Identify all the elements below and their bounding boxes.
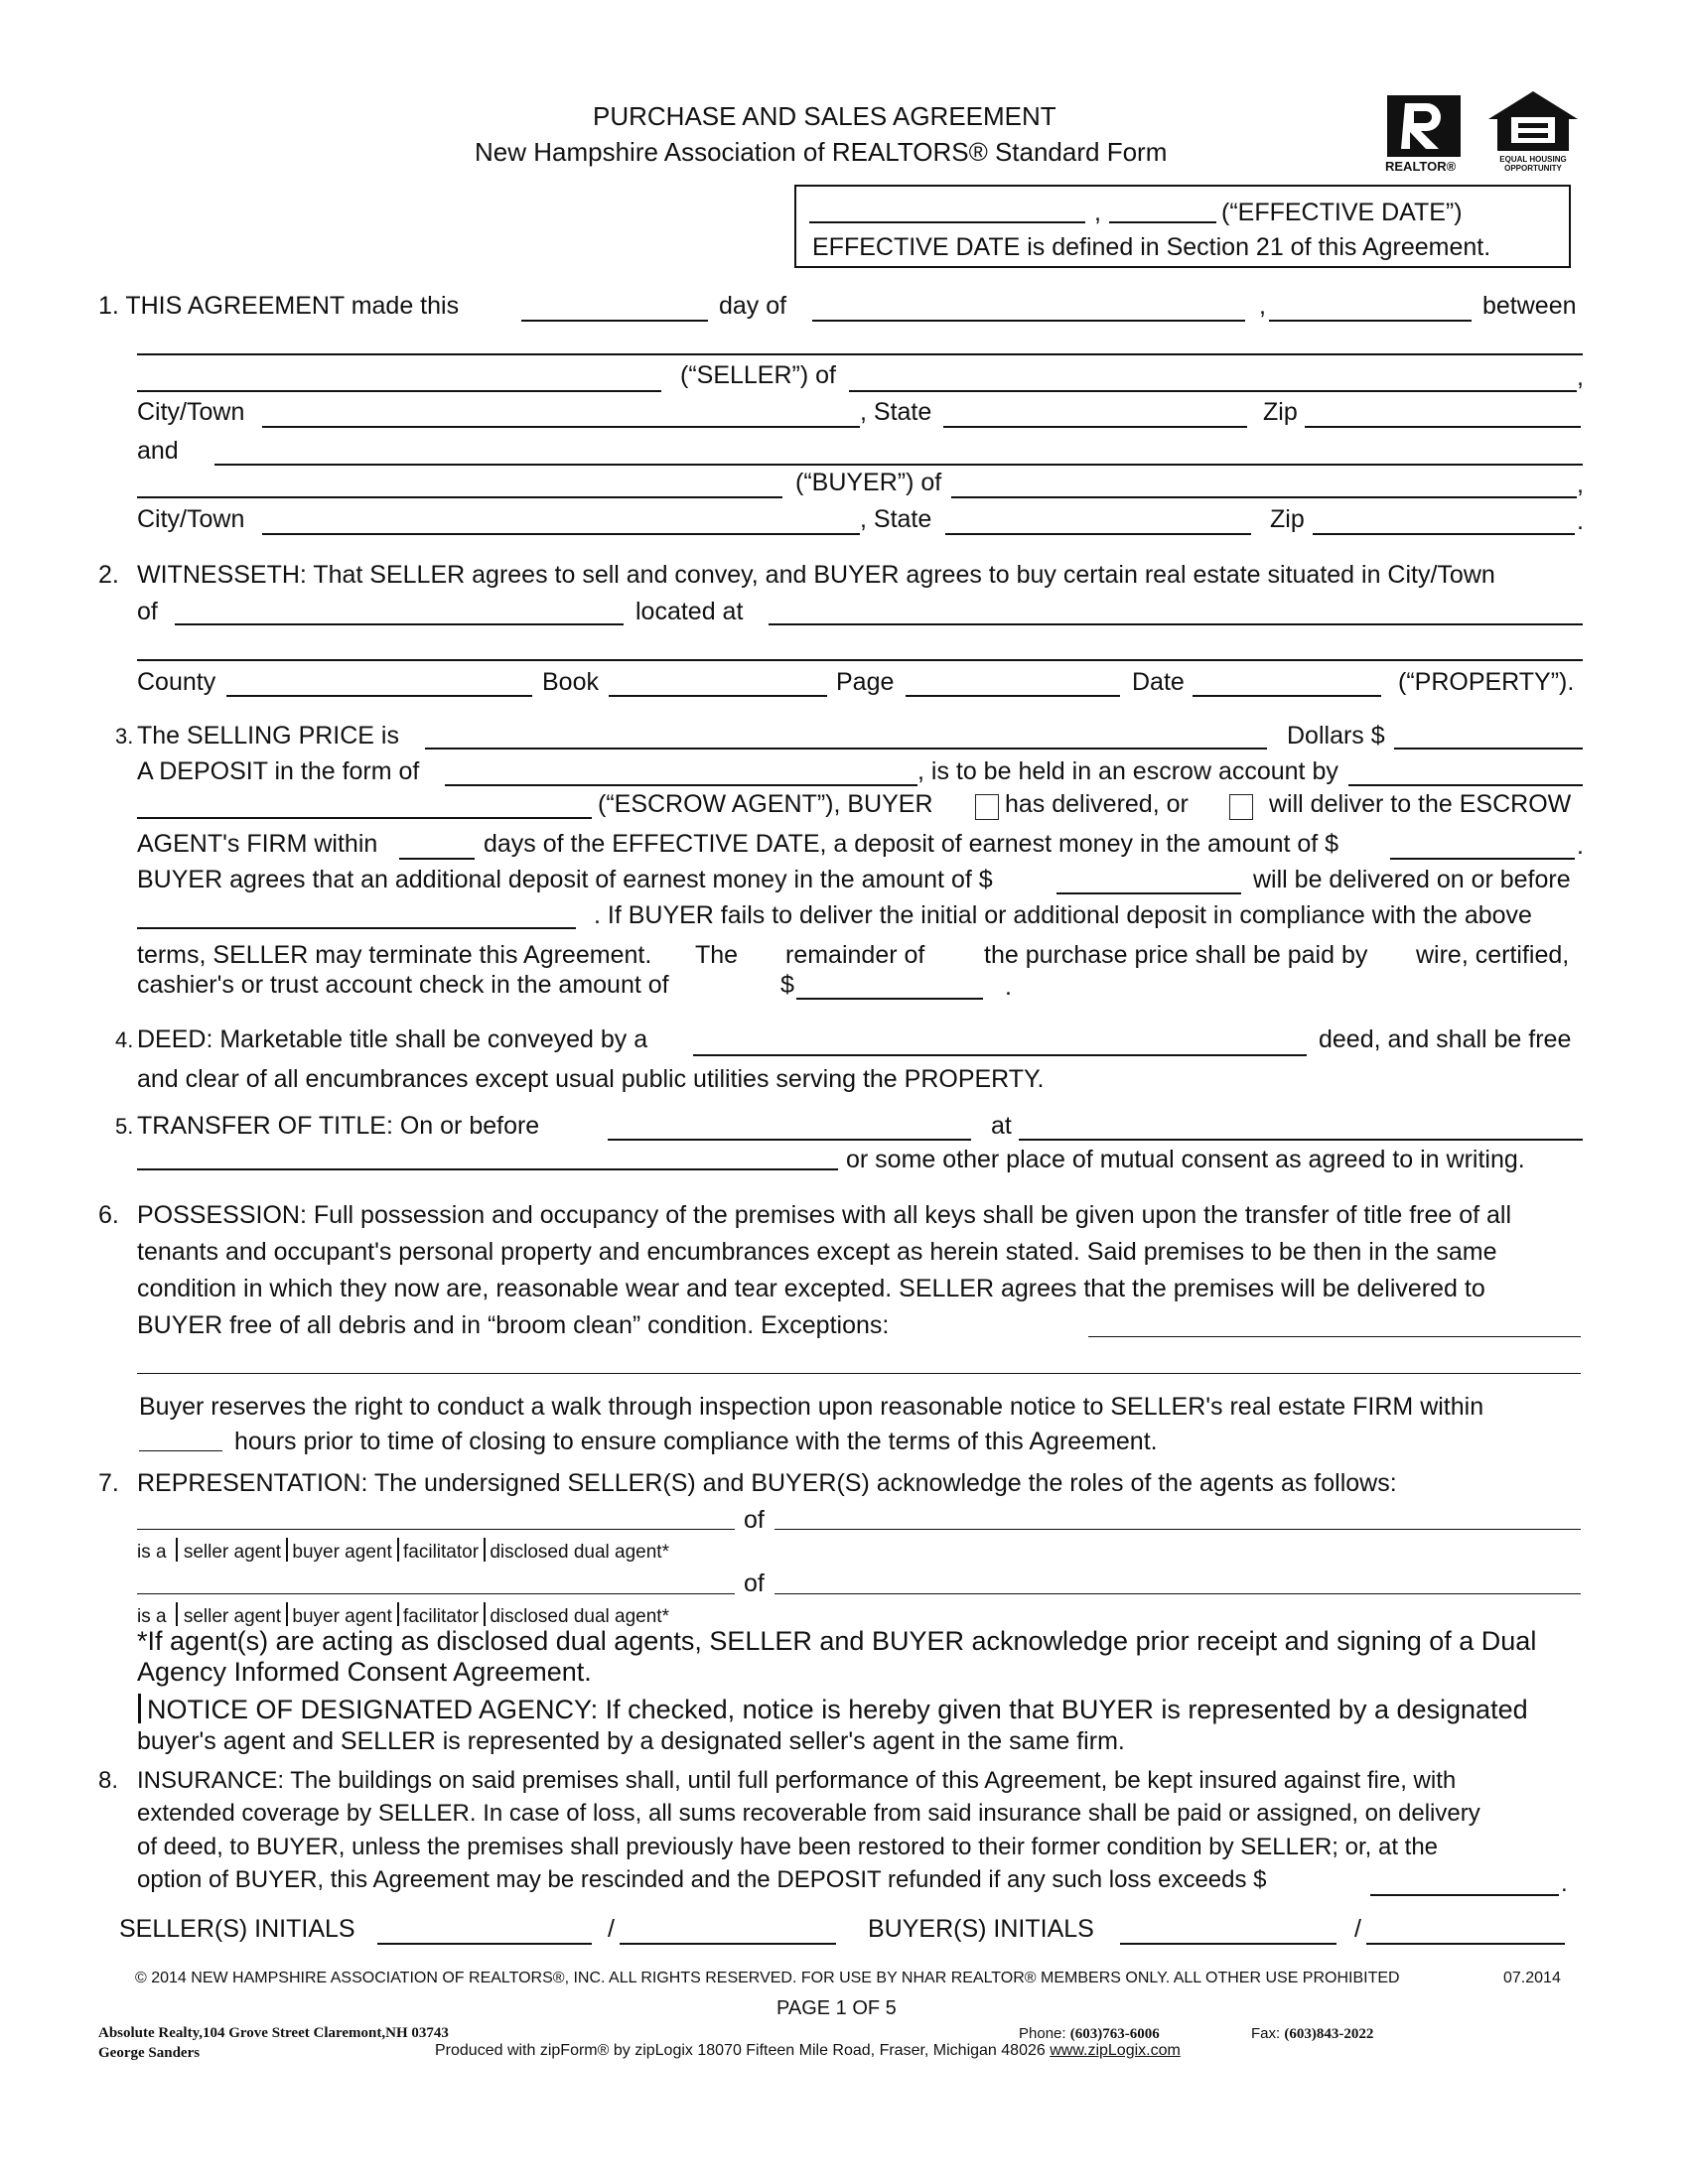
additional-deposit-field[interactable]	[1056, 892, 1241, 894]
s1-and: and	[137, 437, 179, 465]
role-1-seller-agent: seller agent	[183, 1542, 282, 1563]
transfer-place-field[interactable]	[1019, 1139, 1583, 1141]
ziplogix-link[interactable]: www.zipLogix.com	[1050, 2042, 1181, 2059]
property-address-line-2[interactable]	[137, 659, 1583, 661]
seller-city-field[interactable]	[262, 426, 860, 428]
buyer-state-field[interactable]	[945, 533, 1251, 535]
additional-deposit-date-field[interactable]	[137, 927, 576, 929]
form-subtitle: New Hampshire Association of REALTORS® Standard Form	[475, 137, 1168, 167]
buyer-initials-2-field[interactable]	[1366, 1943, 1565, 1945]
s1-buyer-of: (“BUYER”) of	[795, 469, 942, 496]
county-field[interactable]	[226, 695, 532, 697]
s3-the: The	[695, 941, 739, 969]
role-1-seller-agent-checkbox[interactable]	[176, 1538, 178, 1562]
effective-year-field[interactable]	[1109, 221, 1216, 223]
escrow-holder-field[interactable]	[1348, 784, 1583, 786]
s3-wire: wire, certified,	[1416, 941, 1570, 969]
s8-line-2: extended coverage by SELLER. In case of loss, all sums recoverable from said insurance shall be paid or assigned, on delivery	[137, 1800, 1480, 1827]
role-1-facilitator-checkbox[interactable]	[397, 1538, 399, 1562]
s1-comma: ,	[1259, 292, 1266, 320]
s6-line-3: condition in which they now are, reasonable wear and tear excepted. SELLER agrees that the premises will be delivered to	[137, 1275, 1485, 1302]
transfer-place-line-2[interactable]	[137, 1168, 838, 1170]
s3-days-of: days of the EFFECTIVE DATE, a deposit of earnest money in the amount of $	[484, 830, 1339, 858]
insurance-loss-amount-field[interactable]	[1370, 1894, 1559, 1896]
s5-other-place: or some other place of mutual consent as agreed to in writing.	[846, 1146, 1525, 1173]
buyer-name-field[interactable]	[137, 496, 782, 498]
agent-1-firm-field[interactable]	[774, 1529, 1581, 1530]
seller-address-field[interactable]	[849, 390, 1577, 392]
role-1-buyer-agent: buyer agent	[292, 1542, 392, 1563]
role-2-seller-agent-checkbox[interactable]	[176, 1602, 178, 1626]
buyer-address-field[interactable]	[951, 496, 1577, 498]
s7-lead: REPRESENTATION: The undersigned SELLER(S) and BUYER(S) acknowledge the roles of the agents as follows:	[137, 1469, 1397, 1497]
deposit-form-field[interactable]	[445, 784, 917, 786]
s2-text: WITNESSETH: That SELLER agrees to sell and convey, and BUYER agrees to buy certain real estate situated in City/Town	[137, 561, 1495, 589]
s3-period-2: .	[1005, 973, 1012, 1001]
s3-delivered-before: will be delivered on or before	[1253, 866, 1571, 893]
s1-city-1: City/Town	[137, 398, 245, 426]
deposit-days-field[interactable]	[399, 858, 475, 860]
agreement-month-field[interactable]	[812, 320, 1245, 322]
agent-2-name-field[interactable]	[137, 1593, 735, 1594]
seller-initials-label: SELLER(S) INITIALS	[119, 1915, 355, 1943]
designated-agency-checkbox[interactable]	[138, 1694, 141, 1723]
effective-date-field[interactable]	[809, 221, 1085, 223]
s3-deposit-form: A DEPOSIT in the form of	[137, 757, 420, 785]
s3-will-deliver: will deliver to the ESCROW	[1269, 790, 1572, 818]
s7-dual-note-2: Agency Informed Consent Agreement.	[137, 1657, 592, 1687]
s3-has-delivered: has delivered, or	[1005, 790, 1189, 818]
agent-2-firm-field[interactable]	[774, 1593, 1581, 1594]
s6-hours: hours prior to time of closing to ensure compliance with the terms of this Agreement.	[234, 1428, 1158, 1455]
s2-of: of	[137, 598, 158, 625]
s1-zip-2: Zip	[1270, 505, 1305, 533]
s1-state-1: , State	[860, 398, 932, 426]
role-2-facilitator-checkbox[interactable]	[397, 1602, 399, 1626]
seller-name-line-1[interactable]	[137, 353, 1583, 355]
s3-fails: . If BUYER fails to deliver the initial or additional deposit in compliance with the above	[594, 901, 1532, 929]
s2-located: located at	[635, 598, 744, 625]
s2-book: Book	[542, 668, 599, 696]
s3-dollar-2: $	[780, 971, 794, 999]
realtor-logo-text: REALTOR®	[1385, 159, 1457, 174]
will-deliver-checkbox[interactable]	[1229, 794, 1253, 820]
s5-at: at	[991, 1112, 1012, 1140]
s4-deed: DEED: Marketable title shall be conveyed by a	[137, 1025, 648, 1053]
s7-is-a-1: is a	[137, 1542, 167, 1563]
page-field[interactable]	[906, 695, 1120, 697]
agent-name: George Sanders	[98, 2045, 201, 2061]
produced-text: Produced with zipForm® by zipLogix 18070 Fifteen Mile Road, Fraser, Michigan 48026	[435, 2042, 1046, 2059]
s1-state-2: , State	[860, 505, 932, 533]
phone-label: Phone:	[1019, 2025, 1066, 2042]
form-title: PURCHASE AND SALES AGREEMENT	[593, 101, 1056, 131]
effective-date-note: EFFECTIVE DATE is defined in Section 21 of this Agreement.	[812, 233, 1491, 261]
s3-cashiers: cashier's or trust account check in the amount of	[137, 971, 669, 999]
seller-zip-field[interactable]	[1305, 426, 1581, 428]
selling-price-field[interactable]	[1394, 748, 1583, 750]
s1-comma-3: ,	[1577, 471, 1584, 498]
role-2-facilitator: facilitator	[403, 1606, 480, 1627]
s3-selling: The SELLING PRICE is	[137, 722, 399, 750]
s1-between: between	[1482, 292, 1577, 320]
role-1-dual-agent: disclosed dual agent*	[490, 1542, 669, 1563]
s7-dual-note-1: *If agent(s) are acting as disclosed dual agents, SELLER and BUYER acknowledge prior receipt and signing of a Dual	[137, 1626, 1537, 1656]
buyer-initials-label: BUYER(S) INITIALS	[868, 1915, 1094, 1943]
buyer-initials-slash: /	[1354, 1915, 1361, 1943]
s6-line-4: BUYER free of all debris and in “broom clean” condition. Exceptions:	[137, 1311, 890, 1339]
s3-terms: terms, SELLER may terminate this Agreement.	[137, 941, 652, 969]
s3-purchase-paid: the purchase price shall be paid by	[984, 941, 1368, 969]
has-delivered-checkbox[interactable]	[975, 794, 999, 820]
remainder-amount-field[interactable]	[796, 998, 983, 1000]
agreement-day-field[interactable]	[521, 320, 708, 322]
effective-date-comma: ,	[1094, 199, 1101, 226]
s1-city-2: City/Town	[137, 505, 245, 533]
s7-num: 7.	[98, 1469, 119, 1497]
phone-number: (603)763-6006	[1069, 2026, 1160, 2042]
s6-walk: Buyer reserves the right to conduct a walk through inspection upon reasonable notice to SELLER's real estate FIRM within	[139, 1393, 1484, 1421]
deed-type-field[interactable]	[693, 1054, 1307, 1056]
role-row-2	[137, 1602, 669, 1628]
s6-num: 6.	[98, 1201, 119, 1229]
s2-num: 2.	[98, 561, 119, 589]
book-field[interactable]	[609, 695, 827, 697]
form-version: 07.2014	[1503, 1970, 1561, 1986]
s8-line-3: of deed, to BUYER, unless the premises shall previously have been restored to their former condition by SELLER; or, at the	[137, 1834, 1439, 1860]
role-2-buyer-agent: buyer agent	[292, 1606, 392, 1627]
s3-num: 3.	[115, 724, 134, 749]
agreement-year-field[interactable]	[1269, 320, 1472, 322]
s1-day-of: day of	[719, 292, 787, 320]
s3-period-1: .	[1577, 832, 1584, 860]
s5-num: 5.	[115, 1114, 134, 1139]
s3-remainder: remainder of	[785, 941, 925, 969]
s2-property: (“PROPERTY”).	[1398, 668, 1575, 696]
copyright-text: © 2014 NEW HAMPSHIRE ASSOCIATION OF REALTORS®, INC. ALL RIGHTS RESERVED. FOR USE BY NHAR REALTOR® MEMBERS ONLY. ALL OTHER USE PROHIBITED	[135, 1970, 1400, 1986]
s1-comma-2: ,	[1577, 363, 1584, 391]
deed-date-field[interactable]	[1193, 695, 1381, 697]
seller-initials-slash: /	[608, 1915, 615, 1943]
buyer-initials-1-field[interactable]	[1120, 1943, 1336, 1945]
seller-initials-1-field[interactable]	[377, 1943, 592, 1945]
s2-county: County	[137, 668, 216, 696]
s1-seller-of: (“SELLER”) of	[680, 361, 836, 389]
s8-period: .	[1561, 1870, 1568, 1897]
equal-housing-text: EQUAL HOUSING OPPORTUNITY	[1499, 155, 1567, 173]
s3-additional: BUYER agrees that an additional deposit of earnest money in the amount of $	[137, 866, 993, 893]
role-1-dual-agent-checkbox[interactable]	[484, 1538, 486, 1562]
s3-dollars: Dollars $	[1287, 722, 1385, 750]
seller-initials-2-field[interactable]	[620, 1943, 836, 1945]
property-address-field[interactable]	[769, 623, 1583, 625]
produced-with	[435, 2042, 1181, 2060]
role-1-facilitator: facilitator	[403, 1542, 480, 1563]
selling-price-words-field[interactable]	[425, 748, 1267, 750]
page-number: PAGE 1 OF 5	[776, 1997, 897, 2019]
s6-line-1: POSSESSION: Full possession and occupancy of the premises with all keys shall be given upon the transfer of title free of all	[137, 1201, 1512, 1229]
role-2-dual-agent-checkbox[interactable]	[484, 1602, 486, 1626]
effective-date-label: (“EFFECTIVE DATE”)	[1221, 199, 1463, 226]
buyer-city-field[interactable]	[262, 533, 860, 535]
equal-housing-icon	[1486, 89, 1580, 153]
s5-transfer: TRANSFER OF TITLE: On or before	[137, 1112, 540, 1140]
escrow-agent-field[interactable]	[137, 817, 592, 819]
s8-line-1: INSURANCE: The buildings on said premises shall, until full performance of this Agreement, be kept insured against fire, with	[137, 1767, 1457, 1794]
s7-notice-2: buyer's agent and SELLER is represented by a designated seller's agent in the same firm.	[137, 1727, 1125, 1755]
s7-notice-1: NOTICE OF DESIGNATED AGENCY: If checked, notice is hereby given that BUYER is represented by a designated	[147, 1695, 1528, 1724]
s4-num: 4.	[115, 1027, 134, 1052]
s4-clear: and clear of all encumbrances except usual public utilities serving the PROPERTY.	[137, 1065, 1045, 1093]
s7-of-2: of	[744, 1570, 765, 1597]
s2-page: Page	[836, 668, 895, 696]
transfer-date-field[interactable]	[608, 1139, 971, 1141]
s1-lead: 1. THIS AGREEMENT made this	[98, 292, 460, 320]
s8-line-4: option of BUYER, this Agreement may be rescinded and the DEPOSIT refunded if any such loss exceeds $	[137, 1866, 1267, 1893]
role-2-dual-agent: disclosed dual agent*	[490, 1606, 669, 1627]
buyer-zip-field[interactable]	[1313, 533, 1575, 535]
buyer-name-line-1[interactable]	[214, 464, 1583, 466]
fax-label: Fax:	[1251, 2025, 1281, 2042]
s8-num: 8.	[98, 1767, 119, 1794]
s7-is-a-2: is a	[137, 1606, 167, 1627]
agent-1-name-field[interactable]	[137, 1529, 735, 1530]
s1-zip-1: Zip	[1263, 398, 1298, 426]
s4-free: deed, and shall be free	[1319, 1025, 1572, 1053]
s7-of-1: of	[744, 1506, 765, 1534]
s3-firm-within: AGENT's FIRM within	[137, 830, 378, 858]
phone-info	[1019, 2025, 1160, 2043]
office-info: Absolute Realty,104 Grove Street Claremont,NH 03743	[98, 2025, 449, 2041]
s1-period: .	[1577, 507, 1584, 535]
s6-line-2: tenants and occupant's personal property and encumbrances except as herein stated. Said premises to be then in the same	[137, 1238, 1497, 1266]
walk-hours-field[interactable]	[139, 1450, 222, 1451]
role-2-buyer-agent-checkbox[interactable]	[286, 1602, 288, 1626]
exceptions-line-2[interactable]	[137, 1373, 1581, 1374]
seller-state-field[interactable]	[943, 426, 1247, 428]
fax-number: (603)843-2022	[1284, 2026, 1374, 2042]
property-city-field[interactable]	[175, 623, 624, 625]
s3-escrow-held: , is to be held in an escrow account by	[917, 757, 1338, 785]
s3-escrow-agent: (“ESCROW AGENT”), BUYER	[598, 790, 933, 818]
s2-date: Date	[1132, 668, 1185, 696]
seller-name-field[interactable]	[137, 390, 661, 392]
fax-info	[1251, 2025, 1373, 2043]
role-row-1	[137, 1538, 669, 1564]
deposit-amount-field[interactable]	[1390, 858, 1575, 860]
role-2-seller-agent: seller agent	[183, 1606, 282, 1627]
exceptions-field[interactable]	[1088, 1336, 1581, 1337]
role-1-buyer-agent-checkbox[interactable]	[286, 1538, 288, 1562]
